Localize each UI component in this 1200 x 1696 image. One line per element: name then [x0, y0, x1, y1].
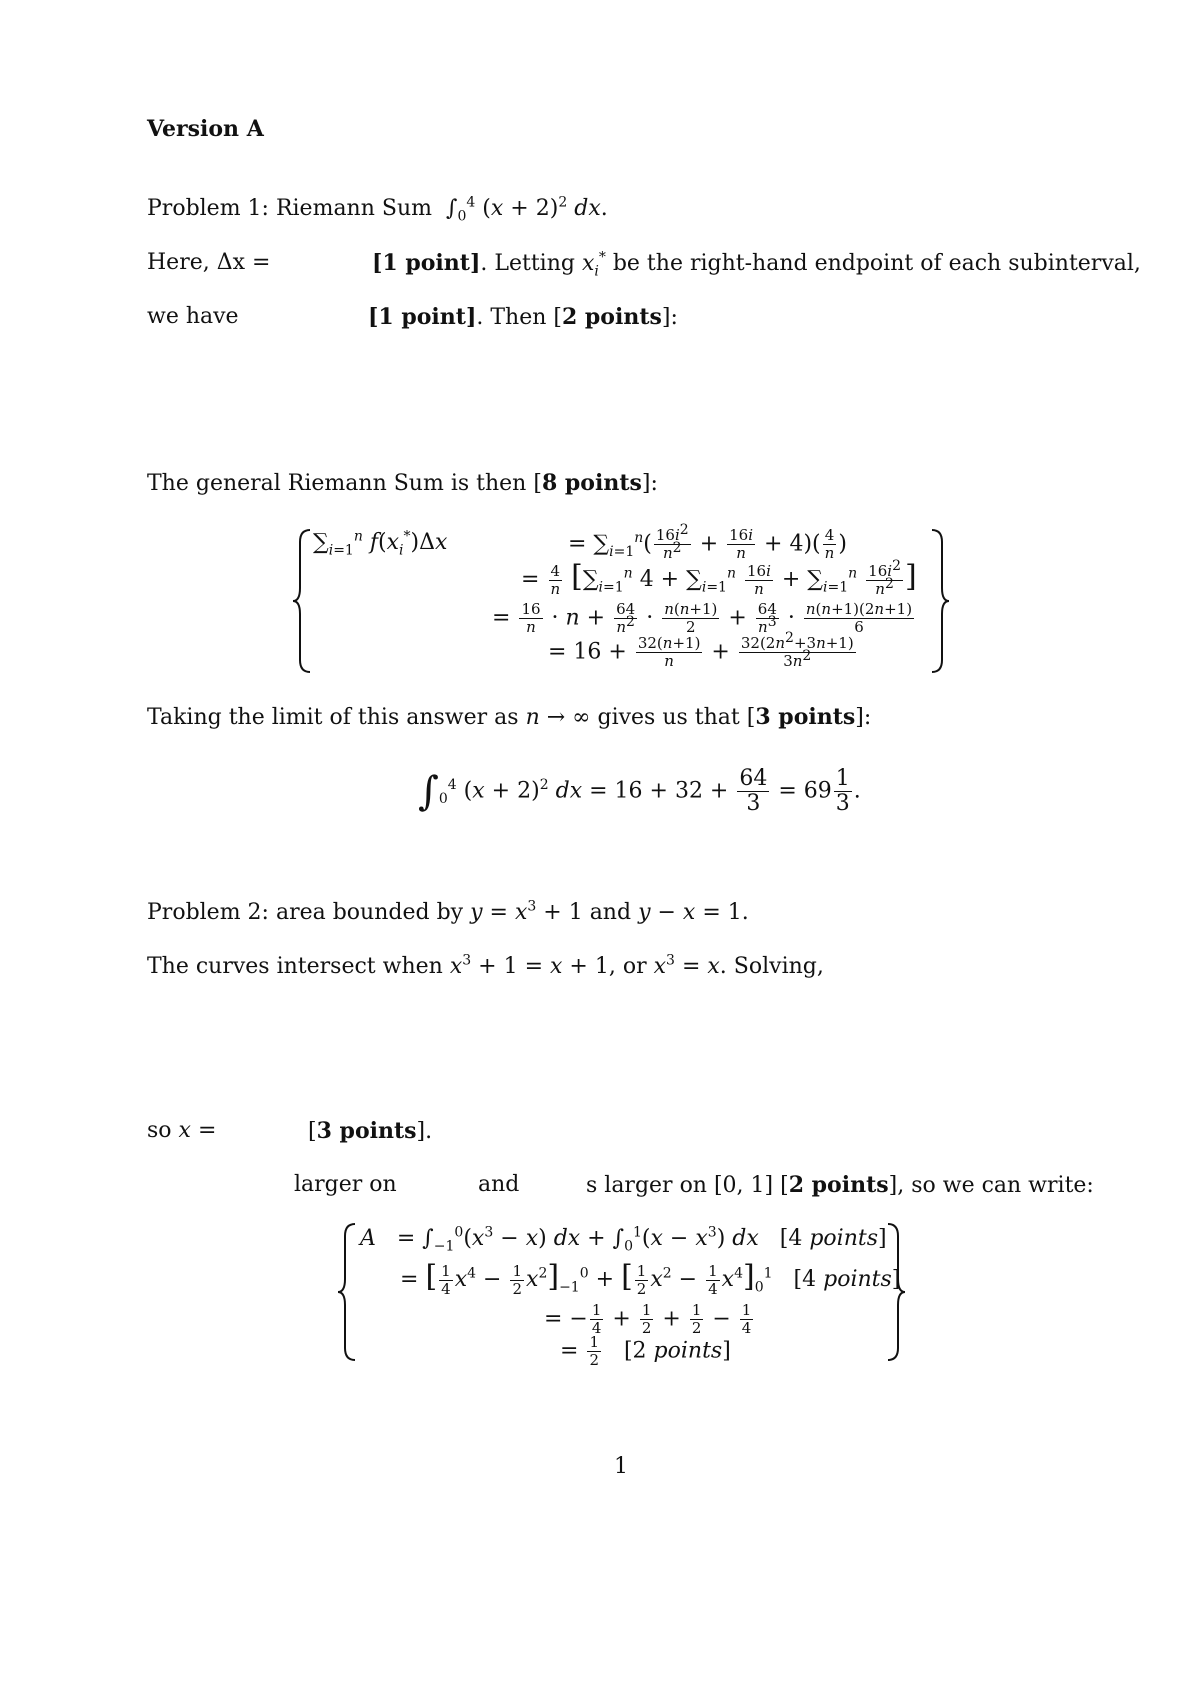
area-step-1: $A = \int_{-1}^0(x^3 - x)$ dx + $\int_0^1(x - x^3)$ dx [4 points]: [360, 1224, 887, 1255]
larger-on-a: larger on: [294, 1172, 397, 1197]
left-brace: [292, 528, 312, 674]
version-heading: Version A: [147, 116, 264, 142]
area-step-2: = [ $\frac{1}{4}$ $x^4$ − $\frac{1}{2}$ $x^2]_{-1}^0$ + [ $\frac{1}{2}$ $x^2$ − $\frac{1}{4}$ $x^4]_0^1$ [4 points]: [400, 1259, 901, 1298]
riemann-step-1-lhs: $\sum_{i=1}^n$ $f(x_i^*)\Delta x$: [313, 528, 448, 559]
general-sum-text: The general Riemann Sum is then [8 points]:: [147, 470, 658, 496]
problem-1-title: [147, 194, 608, 225]
here-delta-x-label: Here, Δx =: [147, 250, 271, 275]
problem-1-integral: $\int_0^4$ $(x + 2)^2$ dx.: [439, 194, 608, 225]
intersect-text: The curves intersect when $x^3 + 1 = x + 1$, or $x^3 = x$. Solving,: [147, 952, 824, 979]
riemann-step-4: = 16 + $\frac{32(n+1)}{n}$ + $\frac{32(2n^2+3n+1)}{3n^2}$: [548, 630, 854, 670]
area-step-3: = − $\frac{1}{4}$ + $\frac{1}{2}$ + $\frac{1}{2}$ − $\frac{1}{4}$: [544, 1301, 752, 1337]
problem-1-label: Problem 1: Riemann Sum: [147, 196, 432, 221]
larger-on-c: s larger on [0, 1] [2 points], so we can write:: [586, 1172, 1094, 1198]
right-brace: [930, 528, 950, 674]
riemann-step-2: = $\frac{4}{n}$ [$\sum_{i=1}^n$ $4 + \sum_{i=1}^n$ $\frac{16i}{n}$ + $\sum_{i=1}^n$ $\frac{16i^2}{n^2}$ ]: [521, 557, 917, 598]
so-x-points: [3 points].: [308, 1118, 433, 1144]
area-step-4: = $\frac{1}{2}$ [2 points]: [560, 1333, 731, 1369]
page-number: 1: [614, 1454, 628, 1479]
so-x-label: so x =: [147, 1118, 217, 1143]
problem-2-title: Problem 2: area bounded by $y = x^3 + 1$ and y − x = 1.: [147, 898, 749, 925]
here-delta-x-text: [1 point]. Letting $x_i^*$ be the right-hand endpoint of each subinterval,: [372, 249, 1141, 280]
left-brace-2: [337, 1222, 357, 1362]
riemann-step-3: = $\frac{16}{n}$ · n + $\frac{64}{n^2}$ · $\frac{n(n+1)}{2}$ + $\frac{64}{n^3}$ · $\frac{n(n+1)(2n+1)}{6}$: [492, 600, 913, 636]
integral-result: $\int_0^4$ $(x + 2)^2$ dx = 16 + 32 + $\frac{64}{3}$ = 69 $\frac{1}{3}$ .: [418, 766, 861, 816]
we-have-text: [1 point]. Then [2 points]:: [368, 304, 678, 330]
riemann-step-1-rhs: = $\sum_{i=1}^n$( $\frac{16i^2}{n^2}$ + $\frac{16i}{n}$ + 4)( $\frac{4}{n}$ ): [568, 522, 847, 562]
we-have-label: we have: [147, 304, 239, 329]
larger-on-b: and: [478, 1172, 520, 1197]
limit-text: Taking the limit of this answer as n → ∞ gives us that [3 points]:: [147, 704, 872, 730]
